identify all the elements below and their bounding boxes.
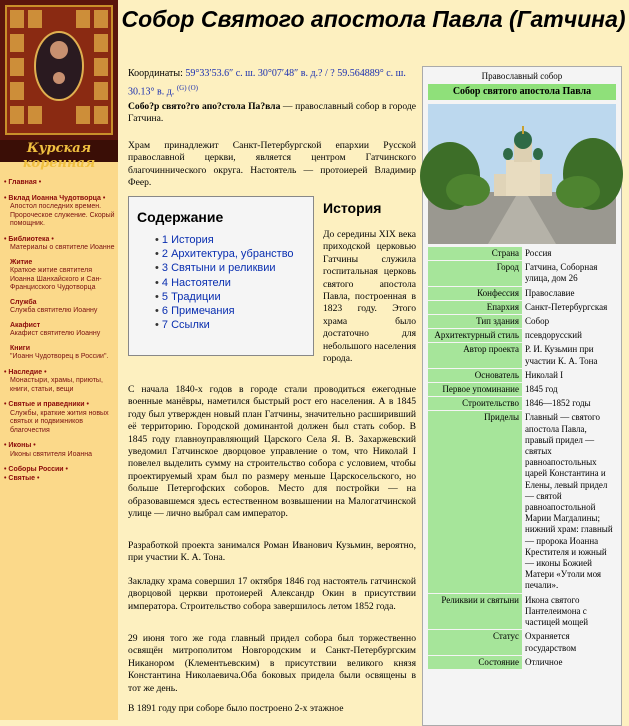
history-heading: История [323, 200, 382, 216]
toc-item-history[interactable]: 1 История [161, 234, 214, 246]
article-name: Собо?р свято?го апо?стола Па?вла [128, 101, 281, 112]
nav-library[interactable]: • Библиотека • Материалы о святителе Иоанне [4, 235, 115, 251]
nav-saints-righteous[interactable]: • Святые и праведники • Службы, краткие жития новых святых и подвижников благочестия [4, 401, 109, 434]
infobox-row: Статус Охраняется государством [428, 630, 616, 654]
nav-saints[interactable]: • Святые • [4, 474, 40, 482]
site-logo[interactable] [0, 0, 118, 171]
infobox-row: Строительство 1846—1852 годы [428, 397, 616, 410]
toc-title: Содержание [137, 209, 224, 225]
coordinates-sup[interactable]: (G) (O) [176, 84, 198, 92]
infobox-row: Конфессия Православие [428, 287, 616, 300]
nav-icons[interactable]: • Иконы • Иконы святителя Иоанна [4, 442, 93, 458]
body-paragraph-5: В 1891 году при соборе было построено 2-х этажное [128, 703, 344, 714]
infobox-row: Реликвии и святыни Икона святого Пантелеимона с частицей мощей [428, 594, 616, 630]
nav-life[interactable]: Житие Краткое житие святителя Иоанна Шанхайского и Сан-Францисского Чудотворца [10, 258, 102, 291]
toc-item-traditions[interactable]: 5 Традиции [161, 290, 221, 303]
logo-text: Курская коренная [22, 141, 96, 171]
icon-logo-image [0, 0, 118, 162]
coordinates-link[interactable]: 59°33′53.6″ с. ш. 30°07′48″ в. д.? / ? 59.564889° с. ш. 30.13° в. д. [128, 68, 406, 98]
intro-paragraph: Собо?р свято?го апо?стола Па?вла — православный собор в городе Гатчина. [128, 101, 416, 125]
nav-home[interactable]: • Главная • [4, 179, 42, 186]
coordinates [128, 66, 416, 99]
infobox-table [428, 246, 616, 670]
infobox-row: Город Гатчина, Соборная улица, дом 26 [428, 261, 616, 285]
toc-item-relics[interactable]: 3 Святыни и реликвии [161, 262, 276, 275]
nav-books[interactable]: Книги "Иоанн Чудотворец в России". [10, 344, 109, 360]
infobox-row: Епархия Санкт-Петербургская [428, 301, 616, 314]
infobox-row: Тип здания Собор [428, 315, 616, 328]
coordinates-label: Координаты: [128, 68, 183, 79]
table-of-contents [128, 196, 314, 356]
intro-paragraph-2: Храм принадлежит Санкт-Петербургской епархии Русской православной церкви, является центром Гатчинского благочиннического округа. Настоятель — протоиерей Владимир Феер. [128, 140, 416, 189]
sidebar [0, 0, 119, 720]
infobox-row: Приделы Главный — святого апостола Павла, правый придел — святых равноапостольных царей Константина и Елены, левый придел — святой равноапостольной Марии Магдалины; нижний храм: главный — пророка Иоанна Крестителя и южный — иконы Божией Матери «Утоли моя печали». [428, 411, 616, 592]
page-title: Собор Святого апостола Павла (Гатчина) [121, 6, 626, 32]
body-paragraph-3: Закладку храма совершил 17 октября 1846 год настоятель гатчинской дворцовой церкви протоиерей Александр Окин в присутствии императора. Строительство собора завершилось летом 1852 года. [128, 576, 416, 612]
nav-service[interactable]: Служба Служба святителю Иоанну [10, 298, 98, 314]
nav-contribution[interactable]: • Вклад Иоанна Чудотворца • Апостол последних времен. Пророческое служение. Скорый помощник. [4, 194, 115, 227]
infobox-caption: Православный собор [481, 71, 563, 81]
sidebar-nav [4, 172, 116, 483]
nav-akathist[interactable]: Акафист Акафист святителю Иоанну [10, 321, 101, 337]
main-content [118, 0, 629, 720]
toc-item-architecture[interactable]: 2 Архитектура, убранство [161, 248, 294, 261]
infobox-row: Первое упоминание 1845 год [428, 383, 616, 396]
history-paragraph: До середины XIX века приходской церковью Гатчины служила госпитальная церковь святого апостола Павла, построенная в 1823 году. Этого храма было достаточно для небольшого населения города. [323, 229, 416, 365]
infobox-title: Собор святого апостола Павла [428, 84, 616, 100]
infobox-row: Основатель Николай I [428, 369, 616, 382]
cathedral-photo[interactable] [428, 104, 616, 244]
infobox [422, 66, 622, 726]
infobox-row: Страна Россия [428, 247, 616, 260]
body-paragraph-2: Разработкой проекта занимался Роман Иванович Кузьмин, вероятно, при участии К. А. Тона. [128, 540, 416, 564]
toc-item-rectors[interactable]: 4 Настоятели [161, 276, 231, 289]
infobox-row: Автор проекта Р. И. Кузьмин при участии К. А. Тона [428, 343, 616, 367]
body-paragraph-4: 29 июня того же года главный придел собора был торжественно освящён митрополитом Новгородским и Санкт-Петербургским Никанором (Клементьевским) в присутствии великого князя Константина Николаевича.Оба боковых придела были освящены в тот же день. [128, 633, 416, 694]
toc-item-notes[interactable]: 6 Примечания [161, 305, 235, 318]
nav-heritage[interactable]: • Наследие • Монастыри, храмы, приюты, книги, статьи, вещи [4, 368, 103, 393]
toc-item-links[interactable]: 7 Ссылки [161, 319, 210, 332]
nav-cathedrals[interactable]: • Соборы России • [4, 466, 68, 473]
body-paragraph-1: С начала 1840-х годов в городе стали проводиться ежегодные военные манёвры, наметился быстрый рост его населения. А в 1845 году был утвержден новый план Гатчины, значительно расширивший её территорию. Городской доминантой должен был стать собор. В 1845 году главноуправляющий Царского Села Я. В. Захаржевский уведомил Гатчинское дворцовое управление о том, что Николай I повелел выделить сумму на строительство собора с условием, чтобы проектируемый храм был по размеру меньше Царскосельского, но больше Петергофских соборов. Место для постройки — на образовавшемся здесь естественном возвышении на Малогатчинской улице — лично выбрал сам император. [128, 384, 416, 520]
infobox-row: Архитектурный стиль псевдорусский [428, 329, 616, 342]
infobox-row: Состояние Отличное [428, 656, 616, 669]
